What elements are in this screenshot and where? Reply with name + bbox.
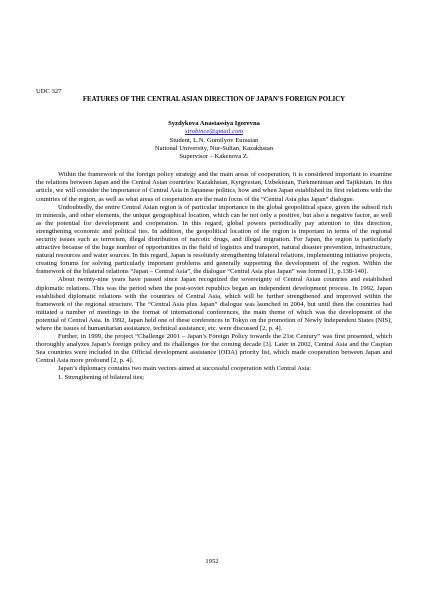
paragraph-4: Further, in 1999, the project “Challenge 2001 – Japan’s Foreign Policy towards the 21st Century” was first presented, which thoroughly analyzes Japan’s foreign policy and its challenges for the coming decade [3]. Later in 2002, Central Asia and the Caspian Sea countries were included in the Official development assistance (ODA) priority list, which made cooperation between Japan and Central Asia more profound [2, p. 4]. [36,333,392,365]
page-number: 1952 [205,558,219,565]
paragraph-5: Japan’s diplomacy contains two main vectors aimed at successful cooperation with Central Asia: [58,365,312,373]
author-email-link[interactable]: strobince@gmail.com [184,128,243,136]
udc-code: UDC 327 [36,88,62,95]
paragraph-1: Within the framework of the foreign policy strategy and the main areas of cooperation, it is considered important to examine the relations between Japan and the Central Asian countries: Kazakhstan, Kyrgyzstan, Uzbekistan, Turkmenistan and Tajikistan. In this article, we will consider the importance of Central Asia in Japanese politics, how and when Japan established its first relations with the countries of the region, as well as what areas of cooperation are the main focus of the “Central Asia plus Japan” dialogue. [36,171,392,203]
author-affiliation: National University, Nur-Sultan, Kazakhstan [154,144,274,152]
author-supervisor: Supervisor – Kakenova Z. [179,153,249,161]
article-title: FEATURES OF THE CENTRAL ASIAN DIRECTION OF JAPAN'S FOREIGN POLICY [82,96,346,103]
article-body [36,171,392,381]
paragraph-2: Undoubtedly, the entire Central Asian region is of particular importance in the global geopolitical space, given the subsoil rich in minerals, and other elements, the unique geographical location, which can be not only a positive, but also a negative factor, as well as the potential for development and cooperation. In this regard, global powers periodically pay attention to this direction, strengthening economic and political ties. In addition, the geopolitical location of the region is important in terms of the regional security issues such as terrorism, illegal distribution of narcotic drugs, and illegal migration. For Japan, the region is particularly attractive because of the huge number of opportunities in the field of logistics and transport, natural disaster prevention, infrastructure, natural resources and water sources. In this regard, Japan is resolutely strengthening bilateral relations, implementing initiative projects, creating forums for solving particularly important problems and generally supporting the development of the region. Within the framework of the bilateral relations “Japan – Central Asia”, the dialogue “Central Asia plus Japan” was formed [1, p.138-140]. [36,203,392,276]
author-position: Student, L.N. Gumilyov Eurasian [169,136,259,144]
list-item: 1. Strengthening of bilateral ties; [58,373,144,381]
author-block [36,120,392,161]
author-name: Syzdykova Anastassiya Igorevna [168,120,260,128]
paragraph-3: About twenty-nine years have passed since Japan recognized the sovereignty of Central Asian countries and established diplomatic relations. This was the period when the post-soviet republics began an independent development process. In 1992, Japan established diplomatic relations with the countries of Central Asia, which will be further strengthened and improved within the framework of the regional structure. The “Central Asia plus Japan” dialogue was launched in 2004, but until then the countries had initiated a number of meetings in the format of international conferences, the main theme of which was the development of the potential of Central Asia. In 1992, Japan held one of these conferences in Tokyo on the promotion of Newly Independent States (NIS), where the issues of humanitarian assistance, technical assistance, etc. were discussed [2, p. 4]. [36,276,392,332]
